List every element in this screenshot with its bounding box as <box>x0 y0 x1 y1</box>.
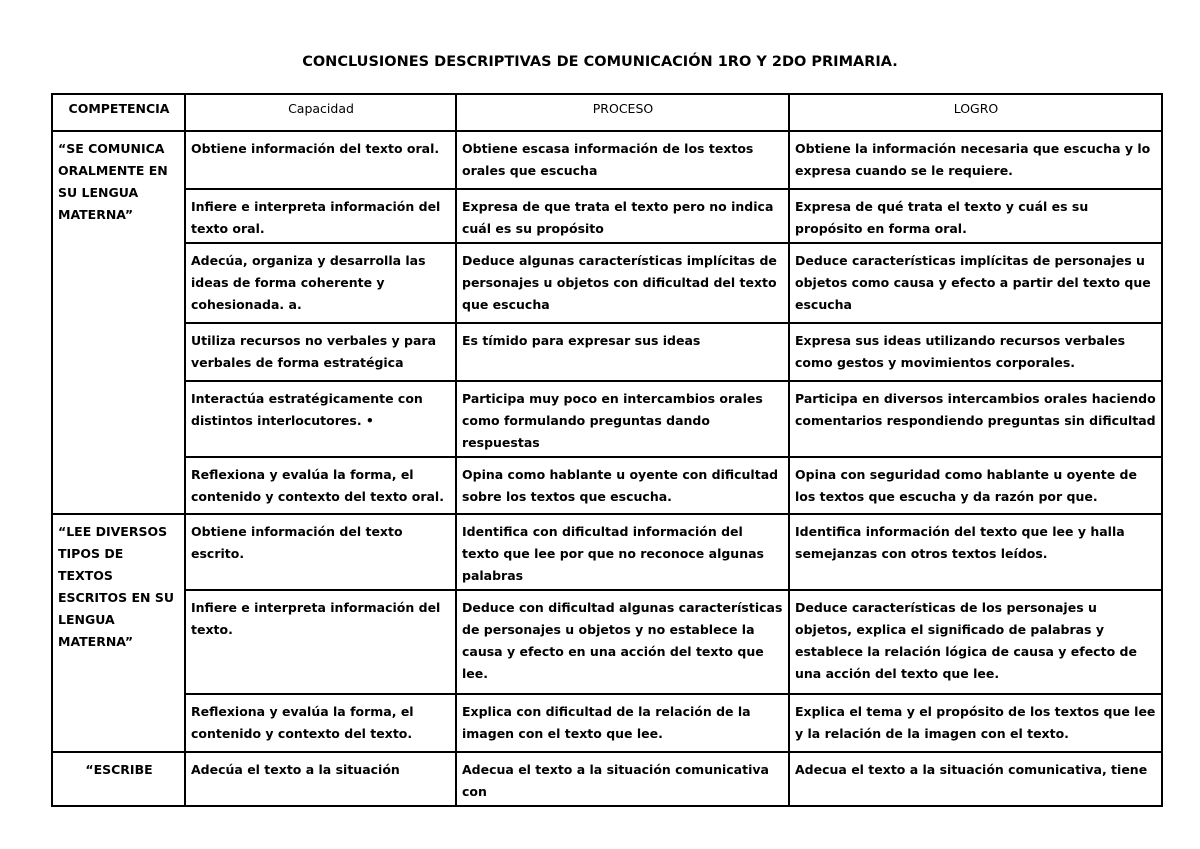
table-row <box>52 243 1162 323</box>
table-row <box>52 457 1162 514</box>
logro-cell: Identifica información del texto que lee y halla semejanzas con otros textos leídos. <box>789 514 1162 590</box>
proceso-cell: Obtiene escasa información de los textos orales que escucha <box>456 131 789 189</box>
logro-cell: Obtiene la información necesaria que escucha y lo expresa cuando se le requiere. <box>789 131 1162 189</box>
competencia-cell: “ESCRIBE <box>52 752 185 806</box>
table-row <box>52 381 1162 457</box>
table-row <box>52 694 1162 752</box>
capacidad-cell: Obtiene información del texto oral. <box>185 131 456 189</box>
logro-cell: Participa en diversos intercambios orales haciendo comentarios respondiendo preguntas sin dificultad <box>789 381 1162 457</box>
proceso-cell: Adecua el texto a la situación comunicativa con <box>456 752 789 806</box>
capacidad-cell: Reflexiona y evalúa la forma, el contenido y contexto del texto. <box>185 694 456 752</box>
capacidad-cell: Interactúa estratégicamente con distintos interlocutores. • <box>185 381 456 457</box>
logro-cell: Adecua el texto a la situación comunicativa, tiene <box>789 752 1162 806</box>
proceso-cell: Opina como hablante u oyente con dificultad sobre los textos que escucha. <box>456 457 789 514</box>
header-logro: LOGRO <box>789 94 1162 131</box>
header-proceso: PROCESO <box>456 94 789 131</box>
proceso-cell: Explica con dificultad de la relación de la imagen con el texto que lee. <box>456 694 789 752</box>
logro-cell: Expresa de qué trata el texto y cuál es su propósito en forma oral. <box>789 189 1162 243</box>
capacidad-cell: Reflexiona y evalúa la forma, el contenido y contexto del texto oral. <box>185 457 456 514</box>
capacidad-cell: Adecúa el texto a la situación <box>185 752 456 806</box>
header-row <box>52 94 1162 131</box>
logro-cell: Deduce características de los personajes u objetos, explica el significado de palabras y establece la relación lógica de causa y efecto de una acción del texto que lee. <box>789 590 1162 694</box>
document-title: CONCLUSIONES DESCRIPTIVAS DE COMUNICACIÓN 1RO Y 2DO PRIMARIA. <box>302 54 898 70</box>
table-row <box>52 514 1162 590</box>
proceso-cell: Deduce con dificultad algunas características de personajes u objetos y no establece la causa y efecto en una acción del texto que lee. <box>456 590 789 694</box>
proceso-cell: Identifica con dificultad información del texto que lee por que no reconoce algunas palabras <box>456 514 789 590</box>
competencia-cell: “LEE DIVERSOS TIPOS DE TEXTOS ESCRITOS EN SU LENGUA MATERNA” <box>52 514 185 752</box>
table-row <box>52 189 1162 243</box>
capacidad-cell: Obtiene información del texto escrito. <box>185 514 456 590</box>
proceso-cell: Es tímido para expresar sus ideas <box>456 323 789 381</box>
logro-cell: Expresa sus ideas utilizando recursos verbales como gestos y movimientos corporales. <box>789 323 1162 381</box>
logro-cell: Opina con seguridad como hablante u oyente de los textos que escucha y da razón por que. <box>789 457 1162 514</box>
proceso-cell: Deduce algunas características implícitas de personajes u objetos con dificultad del texto que escucha <box>456 243 789 323</box>
capacidad-cell: Adecúa, organiza y desarrolla las ideas de forma coherente y cohesionada. a. <box>185 243 456 323</box>
header-competencia: COMPETENCIA <box>52 94 185 131</box>
capacidad-cell: Infiere e interpreta información del texto oral. <box>185 189 456 243</box>
table-row <box>52 323 1162 381</box>
table-row <box>52 752 1162 806</box>
table-row <box>52 590 1162 694</box>
proceso-cell: Expresa de que trata el texto pero no indica cuál es su propósito <box>456 189 789 243</box>
table-row <box>52 131 1162 189</box>
proceso-cell: Participa muy poco en intercambios orales como formulando preguntas dando respuestas <box>456 381 789 457</box>
capacidad-cell: Infiere e interpreta información del texto. <box>185 590 456 694</box>
competencia-cell: “SE COMUNICA ORALMENTE EN SU LENGUA MATERNA” <box>52 131 185 514</box>
conclusions-table <box>51 93 1163 807</box>
conclusions-table-container <box>51 93 1161 799</box>
header-capacidad: Capacidad <box>185 94 456 131</box>
logro-cell: Deduce características implícitas de personajes u objetos como causa y efecto a partir del texto que escucha <box>789 243 1162 323</box>
logro-cell: Explica el tema y el propósito de los textos que lee y la relación de la imagen con el texto. <box>789 694 1162 752</box>
capacidad-cell: Utiliza recursos no verbales y para verbales de forma estratégica <box>185 323 456 381</box>
